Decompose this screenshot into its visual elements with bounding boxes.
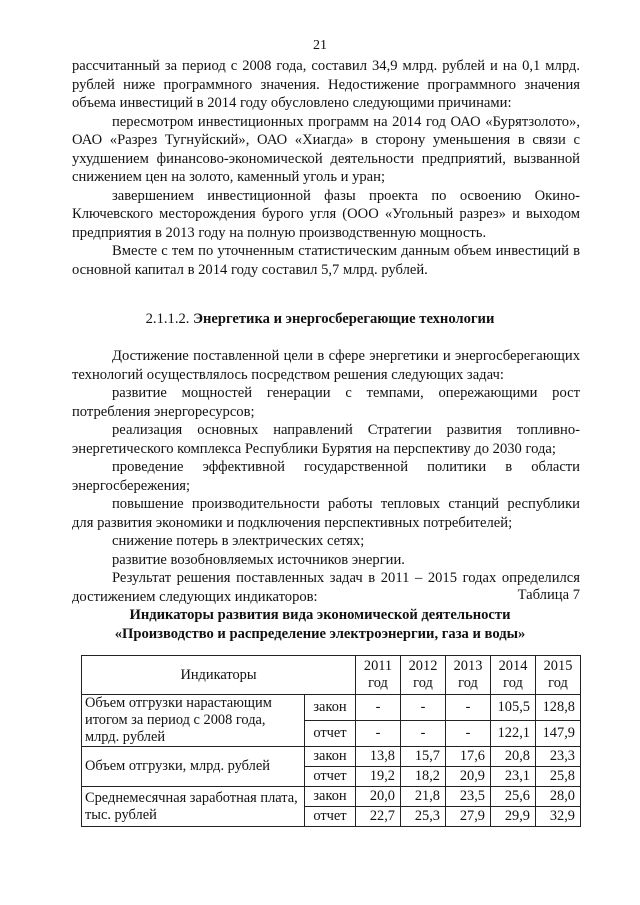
paragraph: проведение эффективной государственной политики в области энергосбережения; <box>72 459 580 494</box>
table-cell: 21,8 <box>401 787 446 807</box>
header-year: 2011 год <box>356 656 401 695</box>
row-type: закон <box>305 787 356 807</box>
row-type: закон <box>305 747 356 767</box>
header-indicators: Индикаторы <box>82 656 356 695</box>
paragraph: повышение производительности работы тепловых станций республики для развития экономики и подключения перспективных потребителей; <box>72 496 580 531</box>
table-cell: 28,0 <box>536 787 581 807</box>
paragraph: снижение потерь в электрических сетях; <box>112 533 365 549</box>
table-row <box>82 747 581 767</box>
table-cell: 27,9 <box>446 807 491 827</box>
header-year: 2015 год <box>536 656 581 695</box>
table-cell: 22,7 <box>356 807 401 827</box>
table-cell: 19,2 <box>356 767 401 787</box>
table-cell: - <box>356 721 401 747</box>
table-title <box>0 606 640 643</box>
table-cell: 122,1 <box>491 721 536 747</box>
row-type: отчет <box>305 767 356 787</box>
table-cell: - <box>401 695 446 721</box>
row-type: закон <box>305 695 356 721</box>
table-row <box>82 695 581 721</box>
table-cell: 105,5 <box>491 695 536 721</box>
paragraph: Результат решения поставленных задач в 2011 – 2015 годах определился достижением следующих индикаторов: <box>72 570 580 605</box>
table-cell: 17,6 <box>446 747 491 767</box>
indicator-name: Объем отгрузки, млрд. рублей <box>82 747 305 787</box>
header-year: 2012 год <box>401 656 446 695</box>
table-cell: 25,3 <box>401 807 446 827</box>
table-title-line-2: «Производство и распределение электроэнергии, газа и воды» <box>114 625 526 642</box>
table-cell: 20,9 <box>446 767 491 787</box>
paragraph: Достижение поставленной цели в сфере энергетики и энергосберегающих технологий осуществлялось посредством решения следующих задач: <box>72 348 580 383</box>
table-title-line-1: Индикаторы развития вида экономической деятельности <box>129 607 511 623</box>
table-row <box>82 787 581 807</box>
table-cell: 147,9 <box>536 721 581 747</box>
table-cell: 13,8 <box>356 747 401 767</box>
table-cell: 29,9 <box>491 807 536 827</box>
table-cell: 128,8 <box>536 695 581 721</box>
table-cell: 25,8 <box>536 767 581 787</box>
table-cell: 32,9 <box>536 807 581 827</box>
section-title: Энергетика и энергосберегающие технологии <box>193 311 495 327</box>
table-label: Таблица 7 <box>517 587 580 603</box>
page-number: 21 <box>313 38 327 53</box>
table-cell: 20,0 <box>356 787 401 807</box>
section-heading <box>0 311 640 328</box>
table-cell: 23,3 <box>536 747 581 767</box>
table-cell: 25,6 <box>491 787 536 807</box>
paragraph: пересмотром инвестиционных программ на 2014 год ОАО «Бурятзолото», ОАО «Разрез Тугнуйский», ОАО «Хиагда» в сторону уменьшения в связи с ухудшением финансово-экономической деятельности предприятий, вызванной снижением цен на золото, каменный уголь и уран; <box>72 113 580 185</box>
table-cell: 23,1 <box>491 767 536 787</box>
table-cell: - <box>446 695 491 721</box>
table-cell: - <box>356 695 401 721</box>
row-type: отчет <box>305 721 356 747</box>
indicator-name: Объем отгрузки нарастающим итогом за период с 2008 года, млрд. рублей <box>82 695 305 747</box>
paragraph: реализация основных направлений Стратегии развития топливно-энергетического комплекса Республики Бурятия на перспективу до 2030 года; <box>72 422 580 457</box>
text-block-energy <box>72 347 580 606</box>
paragraph: развитие возобновляемых источников энергии. <box>112 551 405 568</box>
text-block-intro <box>72 57 580 279</box>
table-cell: 20,8 <box>491 747 536 767</box>
paragraph: Вместе с тем по уточненным статистическим данным объем инвестиций в основной капитал в 2014 году составил 5,7 млрд. рублей. <box>72 243 580 278</box>
row-type: отчет <box>305 807 356 827</box>
indicator-name: Среднемесячная заработная плата, тыс. рублей <box>82 787 305 827</box>
header-year: 2014 год <box>491 656 536 695</box>
paragraph: завершением инвестиционной фазы проекта по освоению Окино-Ключевского месторождения бурого угля (ООО «Угольный разрез» и выходом предприятия в 2013 году на полную производственную мощность. <box>72 187 580 241</box>
table-cell: 15,7 <box>401 747 446 767</box>
header-year: 2013 год <box>446 656 491 695</box>
paragraph: развитие мощностей генерации с темпами, опережающими рост потребления энергоресурсов; <box>72 385 580 420</box>
indicators-table <box>81 655 581 827</box>
table-cell: 18,2 <box>401 767 446 787</box>
paragraph: рассчитанный за период с 2008 года, составил 34,9 млрд. рублей и на 0,1 млрд. рублей ниже программного значения. Недостижение программного значения объема инвестиций в 2014 году обусловлено следующими причинами: <box>72 58 580 111</box>
table-cell: - <box>401 721 446 747</box>
table-cell: - <box>446 721 491 747</box>
table-cell: 23,5 <box>446 787 491 807</box>
section-number: 2.1.1.2. <box>145 311 190 327</box>
